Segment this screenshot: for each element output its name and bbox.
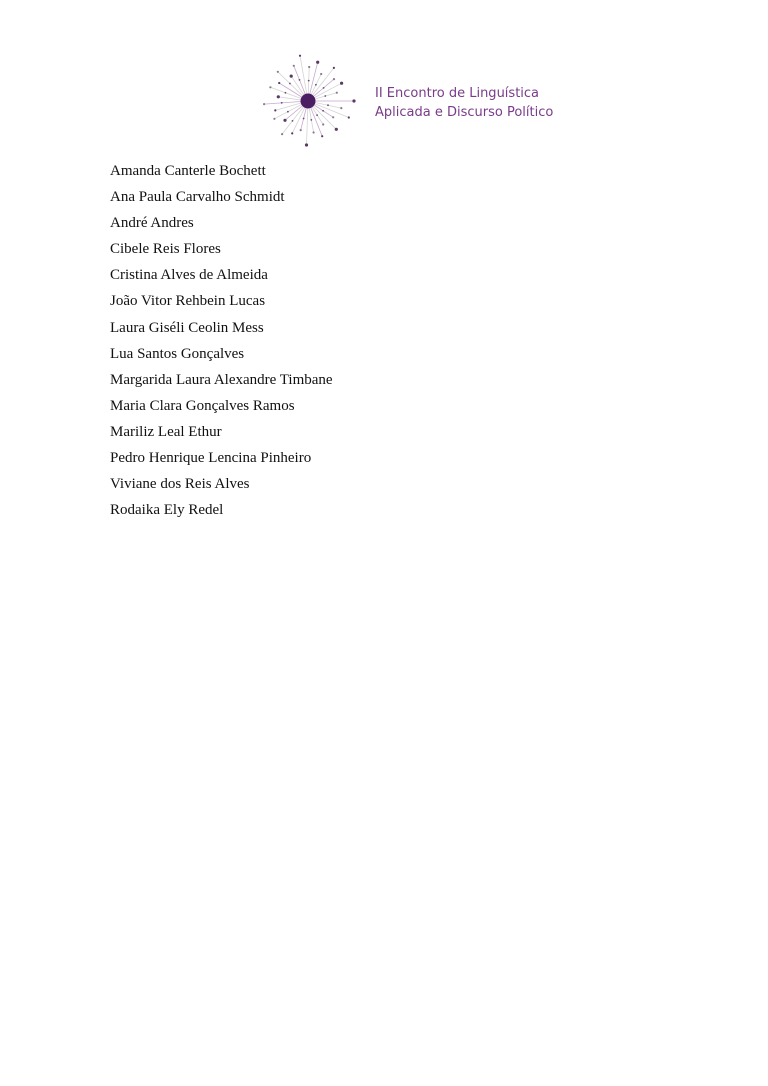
participant-name: Amanda Canterle Bochett	[110, 163, 266, 179]
event-title-line2: Aplicada e Discurso Político	[375, 105, 554, 120]
event-title	[375, 84, 553, 122]
starburst-icon	[258, 50, 362, 154]
participant-name: Mariliz Leal Ethur	[110, 423, 222, 440]
event-title-line1: II Encontro de Linguística	[375, 86, 540, 101]
participants-list	[110, 161, 333, 526]
participant-name: Cristina Alves de Almeida	[110, 267, 268, 284]
participant-name: Margarida Laura Alexandre Timbane	[110, 371, 333, 388]
participant-name: Viviane dos Reis Alves	[110, 476, 250, 493]
participant-name: Pedro Henrique Lencina Pinheiro	[110, 450, 312, 467]
participant-name: André Andres	[110, 215, 194, 232]
participant-name: Maria Clara Gonçalves Ramos	[110, 397, 295, 414]
participant-name: Rodaika Ely Redel	[110, 502, 224, 519]
participant-name: João Vitor Rehbein Lucas	[110, 293, 266, 310]
participant-name: Ana Paula Carvalho Schmidt	[110, 189, 285, 206]
participant-name: Lua Santos Gonçalves	[110, 345, 245, 362]
participant-name: Cibele Reis Flores	[110, 241, 221, 258]
event-logo-header	[258, 50, 558, 154]
participant-name: Laura Giséli Ceolin Mess	[110, 319, 264, 336]
